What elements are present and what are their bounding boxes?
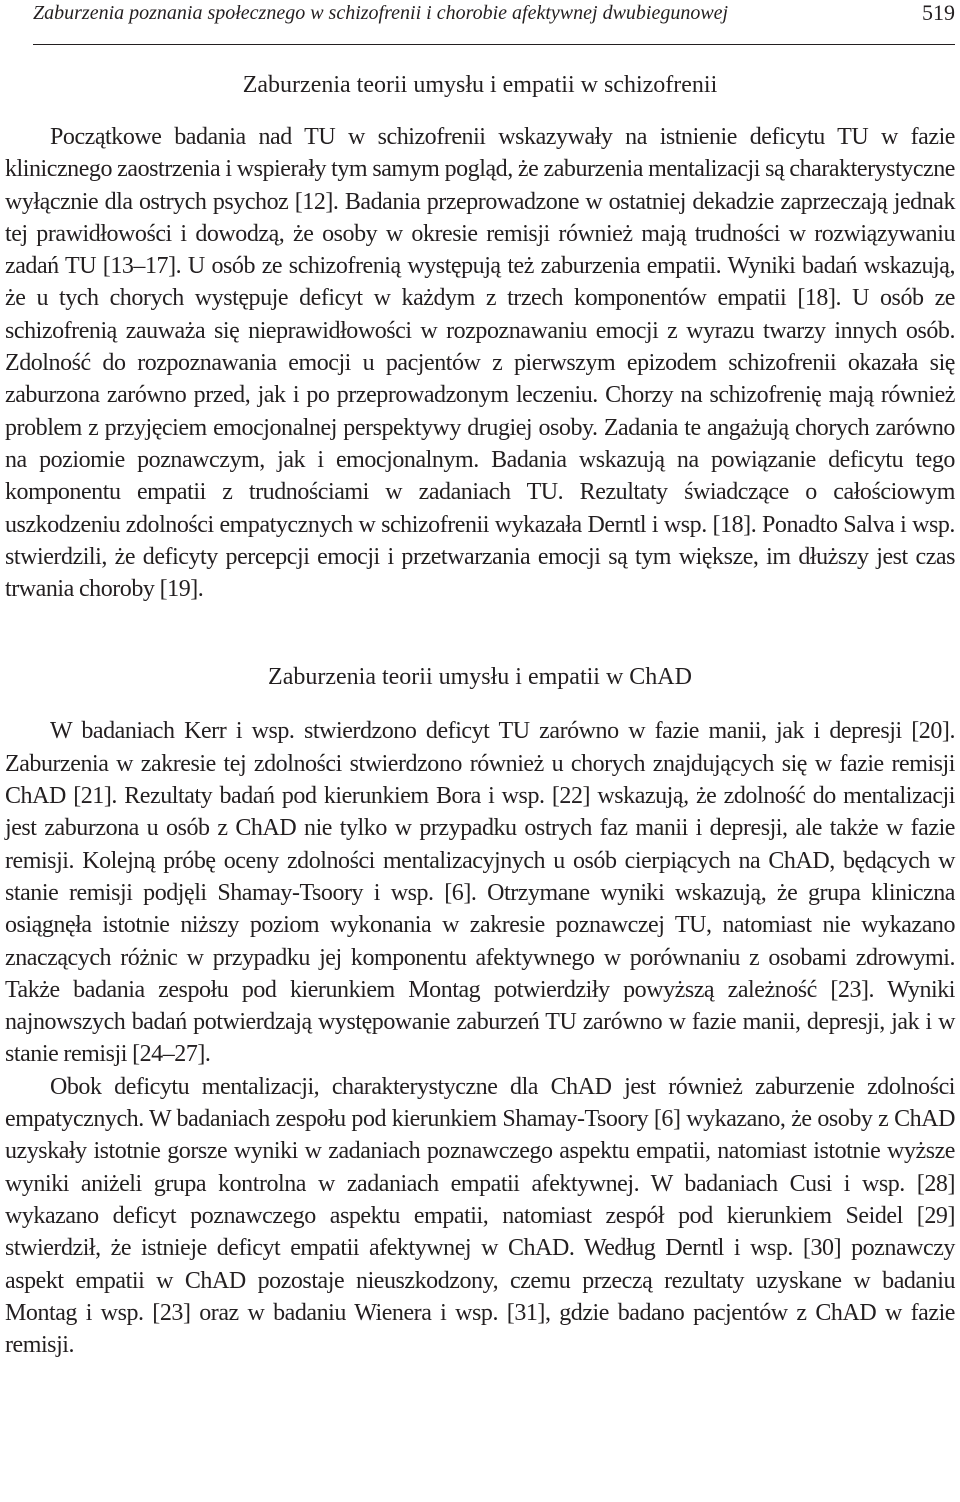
journal-page <box>5 0 955 1361</box>
paragraph: Obok deficytu mentalizacji, charakterystyczne dla ChAD jest również zaburzenie zdolności empatycznych. W badaniach zespołu pod kierunkiem Shamay-Tsoory [6] wykazano, że osoby z ChAD uzyskały istotnie gorsze wyniki w zadaniach poznawczego aspektu empatii, natomiast istotnie wyższe wyniki aniżeli grupa kontrolna w zadaniach empatii afektywnej. W badaniach Cusi i wsp. [28] wykazano deficyt poznawczego aspektu empatii, natomiast zespół pod kierunkiem Seidel [29] stwierdził, że istnieje deficyt empatii afektywnej w ChAD. Według Derntl i wsp. [30] poznawczy aspekt empatii w ChAD pozostaje nieuszkodzony, czemu przeczą rezultaty uzyskane w badaniu Montag i wsp. [23] oraz w badaniu Wienera i wsp. [31], gdzie badano pacjentów z ChAD w fazie remisji. <box>5 1073 955 1359</box>
section-body-schizophrenia <box>5 121 955 605</box>
running-title: Zaburzenia poznania społecznego w schizofrenii i chorobie afektywnej dwubiegunowej <box>33 2 729 24</box>
section-heading-bipolar: Zaburzenia teorii umysłu i empatii w ChAD <box>268 664 692 691</box>
paragraph: W badaniach Kerr i wsp. stwierdzono deficyt TU zarówno w fazie manii, jak i depresji [20]. Zaburzenia w zakresie tej zdolności stwierdzono również u chorych znajdujących się w fazie remisji ChAD [21]. Rezultaty badań pod kierunkiem Bora i wsp. [22] wskazują, że zdolność do mentalizacji jest zaburzona u osób z ChAD nie tylko w przypadku ostrych faz manii i depresji, ale także w fazie remisji. Kolejną próbę oceny zdolności mentalizacyjnych u osób cierpiących na ChAD, będących w stanie remisji podjęli Shamay-Tsoory i wsp. [6]. Otrzymane wyniki wskazują, że grupa kliniczna osiągnęła istotnie niższy poziom wykonania w zakresie poznawczej TU, natomiast nie wykazano znaczących różnic w przypadku jej komponentu afektywnego w porównaniu z osobami zdrowymi. Także badania zespołu pod kierunkiem Montag potwierdziły powyższą zależność [23]. Wyniki najnowszych badań potwierdzają występowanie zaburzeń TU zarówno w fazie manii, depresji, jak i w stanie remisji [24–27]. <box>5 718 955 1068</box>
running-header <box>33 0 955 45</box>
paragraph: Początkowe badania nad TU w schizofrenii wskazywały na istnienie deficytu TU w fazie klinicznego zaostrzenia i wspierały tym samym pogląd, że zaburzenia mentalizacji są charakterystyczne wyłącznie dla ostrych psychoz [12]. Badania przeprowadzone w ostatniej dekadzie zaprzeczają jednak tej prawidłowości i dowodzą, że osoby w okresie remisji również mają trudności w rozwiązywaniu zadań TU [13–17]. U osób ze schizofrenią występują też zaburzenia empatii. Wyniki badań wskazują, że u tych chorych występuje deficyt w każdym z trzech komponentów empatii [18]. U osób ze schizofrenią zauważa się nieprawidłowości w rozpoznawaniu emocji z wyrazu twarzy innych osób. Zdolność do rozpoznawania emocji u pacjentów z pierwszym epizodem schizofrenii okazała się zaburzona zarówno przed, jak i po przeprowadzonym leczeniu. Chorzy na schizofrenię mają również problem z przyjęciem emocjonalnej perspektywy drugiej osoby. Zadania te angażują chorych zarówno na poziomie poznawczym, jak i emocjonalnym. Badania wskazują na powiązanie deficytu tego komponentu empatii z trudnościami w zadaniach TU. Rezultaty świadczące o całościowym uszkodzeniu zdolności empatycznych w schizofrenii wykazała Derntl i wsp. [18]. Ponadto Salva i wsp. stwierdzili, że deficyty percepcji emocji i przetwarzania emocji są tym większe, im dłuższy jest czas trwania choroby [19]. <box>5 124 955 603</box>
section-heading-schizophrenia: Zaburzenia teorii umysłu i empatii w schizofrenii <box>242 72 718 98</box>
section-body-bipolar <box>5 715 955 1361</box>
page-number: 519 <box>922 0 955 25</box>
